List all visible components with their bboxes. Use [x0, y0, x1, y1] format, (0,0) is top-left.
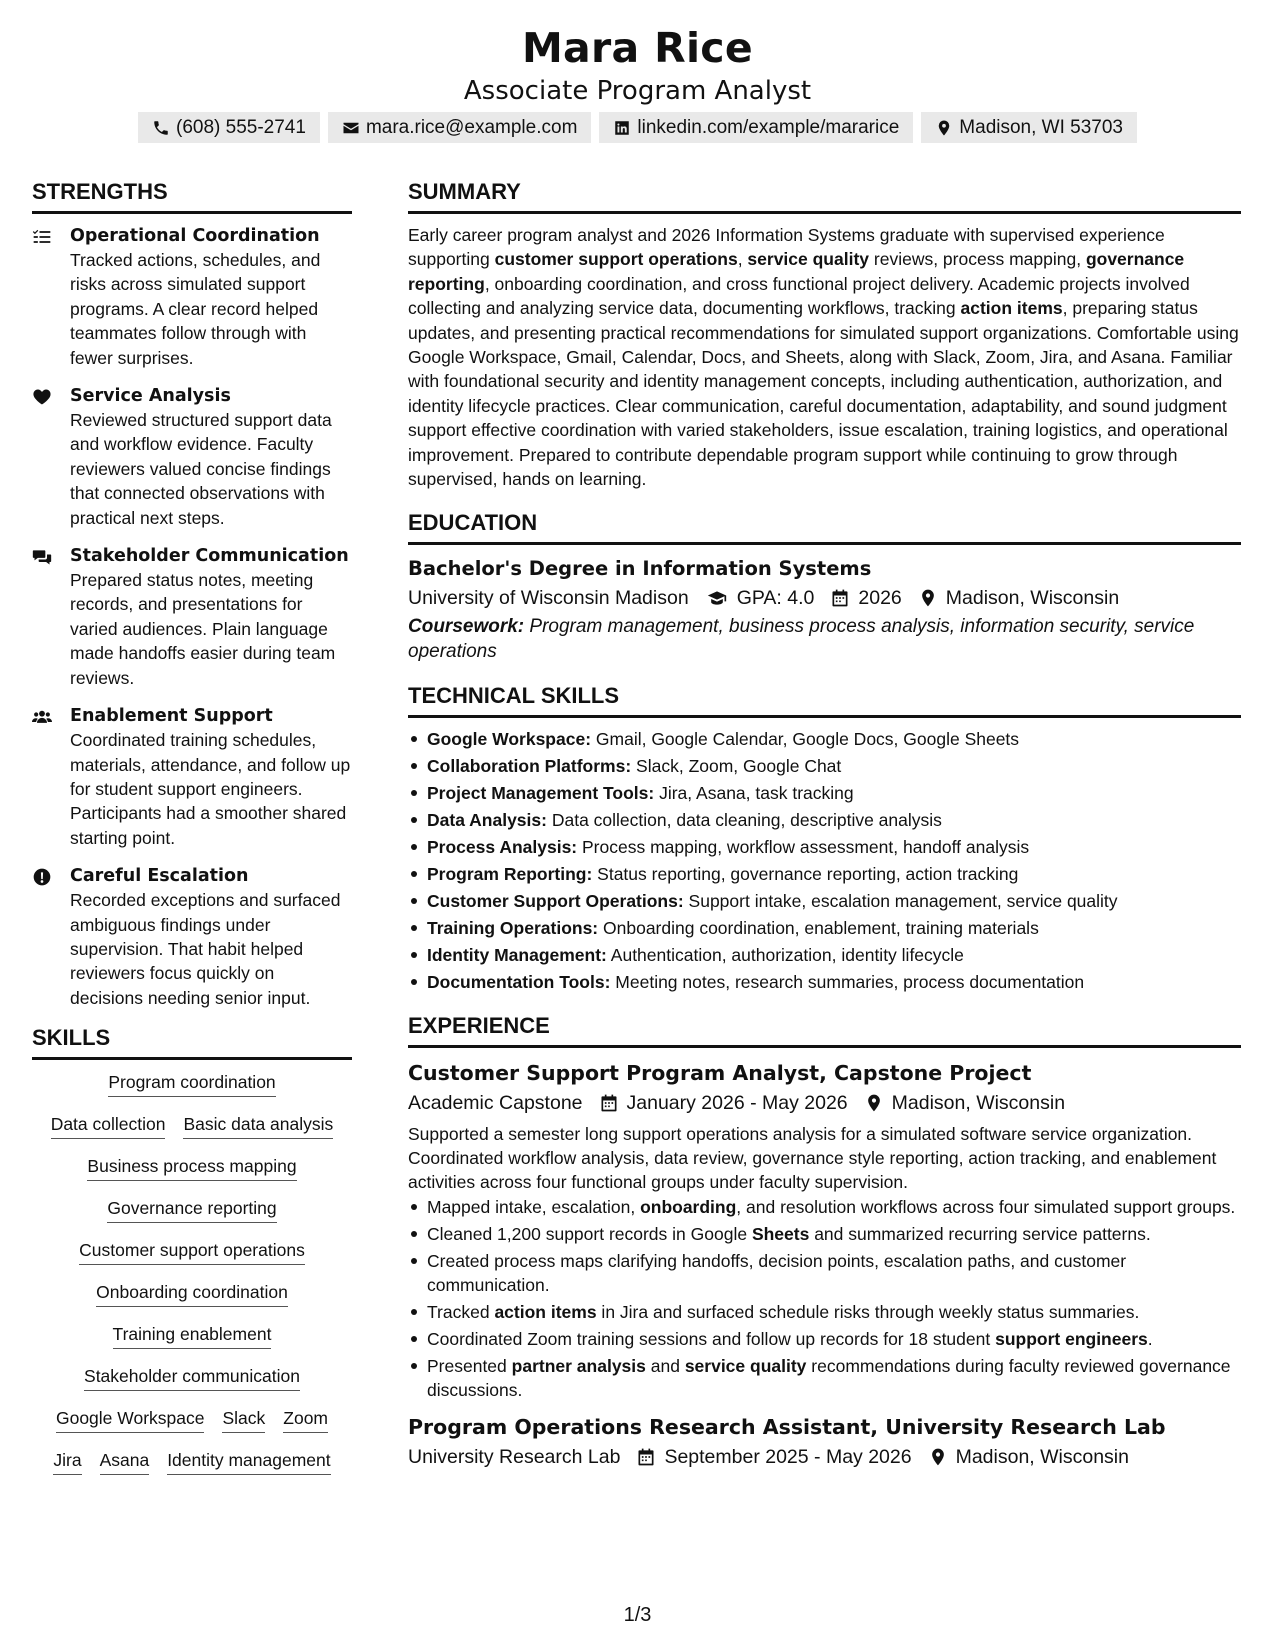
- skill-tag: Customer support operations: [79, 1238, 305, 1265]
- calendar-icon: [636, 1447, 656, 1467]
- list-item: [408, 726, 1241, 753]
- strength-item: [32, 704, 352, 850]
- text-segment: , onboarding coordination, and cross functional project delivery. Academic projects involved collecting and analyzing service data, documenting workflows, tracking: [408, 273, 1190, 319]
- strength-item: [32, 544, 352, 690]
- tech-skill-value: Meeting notes, research summaries, process documentation: [610, 971, 1085, 992]
- job-meta: [408, 1088, 1241, 1118]
- emphasis-text: action items: [960, 298, 1063, 319]
- emphasis-text: support engineers: [995, 1328, 1148, 1349]
- phone-icon: [152, 119, 170, 137]
- contact-linkedin-text: linkedin.com/example/mararice: [637, 116, 900, 138]
- job-bullets: [408, 1195, 1241, 1403]
- emphasis-text: customer support operations: [494, 249, 738, 270]
- list-item: [408, 1222, 1241, 1246]
- text-segment: .: [1147, 1328, 1153, 1349]
- text-segment: Cleaned 1,200 support records in Google: [427, 1223, 752, 1244]
- tech-skill-label: Collaboration Platforms:: [427, 756, 632, 777]
- location-pin-icon: [918, 588, 938, 608]
- tech-skill-value: Slack, Zoom, Google Chat: [631, 756, 842, 777]
- skill-tag: Basic data analysis: [183, 1112, 333, 1139]
- job-org: Academic Capstone: [408, 1091, 583, 1114]
- text-segment: Presented: [427, 1355, 512, 1376]
- education-location: Madison, Wisconsin: [945, 587, 1120, 610]
- school-name: University of Wisconsin Madison: [408, 587, 689, 610]
- list-item: [408, 1327, 1241, 1351]
- job-location: Madison, Wisconsin: [891, 1091, 1066, 1114]
- resume-header: [0, 22, 1275, 108]
- contact-email[interactable]: [328, 112, 591, 143]
- tech-skill-value: Status reporting, governance reporting, action tracking: [592, 864, 1019, 884]
- skill-tag: Governance reporting: [107, 1196, 276, 1223]
- left-column: [32, 178, 352, 1490]
- job-description: Supported a semester long support operations analysis for a simulated software service organization. Coordinated workflow analysis, data review, governance style reporting, action tracking, and enablement activities across four functional groups under faculty supervision.: [408, 1123, 1217, 1193]
- list-item: [408, 807, 1241, 834]
- strength-description: Recorded exceptions and surfaced ambiguous findings under supervision. That habit helped reviewers focus quickly on decisions needing senior input.: [70, 890, 341, 1008]
- tech-skill-label: Documentation Tools:: [427, 971, 611, 992]
- technical-skills-heading: TECHNICAL SKILLS: [408, 682, 1241, 718]
- exclamation-circle-icon: [32, 867, 52, 887]
- emphasis-text: service quality: [684, 1355, 807, 1376]
- list-item: [408, 942, 1241, 969]
- tech-skill-label: Program Reporting:: [427, 864, 593, 884]
- strength-title: Service Analysis: [70, 386, 231, 407]
- text-segment: Mapped intake, escalation,: [427, 1196, 641, 1217]
- tech-skill-label: Project Management Tools:: [427, 783, 655, 804]
- education-meta: [408, 583, 1241, 613]
- emphasis-text: action items: [494, 1301, 597, 1322]
- calendar-icon: [599, 1093, 619, 1113]
- list-item: [408, 1300, 1241, 1324]
- text-segment: Created process maps clarifying handoffs, decision points, escalation paths, and customer communication.: [427, 1250, 1127, 1295]
- linkedin-icon: [613, 119, 631, 137]
- strengths-heading: STRENGTHS: [32, 178, 352, 214]
- list-item: [408, 1249, 1241, 1298]
- skill-tag: Program coordination: [108, 1070, 275, 1097]
- skills-heading: SKILLS: [32, 1024, 352, 1060]
- tech-skill-label: Google Workspace:: [427, 729, 592, 750]
- list-item: [408, 780, 1241, 807]
- location-pin-icon: [928, 1447, 948, 1467]
- skill-tag: Asana: [100, 1448, 150, 1475]
- strength-description: Prepared status notes, meeting records, and presentations for varied audiences. Plain language made handoffs easier during team reviews.: [70, 570, 336, 688]
- skill-tag: Jira: [53, 1448, 81, 1475]
- heart-icon: [32, 387, 52, 407]
- job-dates: September 2025 - May 2026: [664, 1445, 912, 1468]
- strength-title: Operational Coordination: [70, 226, 320, 246]
- coursework-label: Coursework:: [408, 616, 525, 638]
- text-segment: reviews, process mapping,: [869, 249, 1086, 270]
- comments-icon: [32, 547, 52, 567]
- coursework: [408, 615, 1241, 664]
- users-icon: [32, 707, 52, 727]
- job-org: University Research Lab: [408, 1445, 621, 1468]
- job-meta: [408, 1442, 1241, 1472]
- list-item: [408, 753, 1241, 780]
- contact-location-text: Madison, WI 53703: [959, 116, 1123, 138]
- strength-title: Careful Escalation: [70, 866, 249, 887]
- tech-skill-label: Customer Support Operations:: [427, 890, 684, 911]
- text-segment: , and resolution workflows across four simulated support groups.: [736, 1196, 1236, 1217]
- graduation-year: 2026: [858, 587, 902, 610]
- text-segment: Tracked: [427, 1301, 495, 1322]
- location-pin-icon: [864, 1093, 884, 1113]
- strength-item: [32, 384, 352, 530]
- candidate-title: Associate Program Analyst: [463, 76, 812, 106]
- emphasis-text: service quality: [747, 249, 870, 270]
- tech-skill-value: Onboarding coordination, enablement, training materials: [598, 917, 1039, 938]
- job-title: Customer Support Program Analyst, Capstone Project: [408, 1060, 1032, 1085]
- tech-skill-value: Authentication, authorization, identity lifecycle: [606, 944, 964, 965]
- emphasis-text: Sheets: [751, 1223, 810, 1244]
- strength-item: [32, 864, 352, 1010]
- emphasis-text: partner analysis: [511, 1355, 646, 1376]
- contact-bar: [0, 112, 1275, 143]
- coursework-text: Program management, business process analysis, information security, service operations: [408, 616, 1195, 662]
- tech-skill-label: Data Analysis:: [427, 810, 547, 831]
- experience-heading: EXPERIENCE: [408, 1012, 1241, 1048]
- page-number: 1/3: [623, 1604, 652, 1626]
- strength-description: Coordinated training schedules, materials, attendance, and follow up for student support engineers. Participants had a smoother shared starting point.: [70, 730, 351, 848]
- degree-title: Bachelor's Degree in Information Systems: [408, 557, 872, 581]
- job-location: Madison, Wisconsin: [955, 1445, 1129, 1468]
- tech-skill-label: Identity Management:: [427, 944, 607, 965]
- tech-skill-value: Gmail, Google Calendar, Google Docs, Google Sheets: [591, 729, 1020, 750]
- tech-skill-label: Training Operations:: [427, 917, 599, 938]
- list-item: [408, 1354, 1241, 1403]
- tech-skill-value: Process mapping, workflow assessment, handoff analysis: [577, 837, 1030, 858]
- text-segment: Coordinated Zoom training sessions and follow up records for 18 student: [427, 1328, 996, 1349]
- text-segment: in Jira and surfaced schedule risks through weekly status summaries.: [596, 1301, 1140, 1322]
- tech-skill-value: Data collection, data cleaning, descriptive analysis: [546, 810, 942, 831]
- text-segment: ,: [737, 249, 748, 270]
- contact-email-text: mara.rice@example.com: [365, 116, 578, 138]
- tech-skill-value: Jira, Asana, task tracking: [654, 783, 854, 804]
- skill-tag: Identity management: [167, 1448, 330, 1475]
- list-item: [408, 969, 1241, 996]
- text-segment: and summarized recurring service patterns.: [809, 1223, 1151, 1244]
- strength-description: Reviewed structured support data and workflow evidence. Faculty reviewers valued concise findings that connected observations with practical next steps.: [70, 410, 332, 528]
- skill-tag: Slack: [222, 1406, 265, 1433]
- contact-phone-text: (608) 555-2741: [176, 116, 306, 138]
- right-column: [408, 178, 1241, 1472]
- location-pin-icon: [935, 119, 953, 137]
- text-segment: Early career program analyst and 2026 Information Systems graduate with supervised experience supporting: [408, 225, 1165, 270]
- task-list-icon: [32, 227, 52, 247]
- job-dates: January 2026 - May 2026: [626, 1091, 848, 1114]
- skill-tag: Data collection: [51, 1112, 166, 1139]
- text-segment: and: [645, 1355, 685, 1376]
- graduation-cap-icon: [705, 588, 729, 608]
- emphasis-text: onboarding: [640, 1196, 737, 1217]
- skill-tag: Google Workspace: [56, 1406, 205, 1433]
- skill-tag: Business process mapping: [87, 1154, 296, 1181]
- summary-heading: SUMMARY: [408, 178, 1241, 214]
- calendar-icon: [830, 588, 850, 608]
- tech-skill-label: Process Analysis:: [427, 837, 578, 858]
- list-item: [408, 915, 1241, 942]
- text-segment: , preparing status updates, and presenting practical recommendations for simulated support organizations. Comfortable using Google Workspace, Gmail, Calendar, Docs, and Sheets, along with Slack, Zoom, Jira, and Asana. Familiar with foundational security and identity management concepts, including authentication, authorization, and identity lifecycle practices. Clear communication, careful documentation, adaptability, and sound judgment support effective coordination with varied stakeholders, issue escalation, training logistics, and operational improvement. Prepared to contribute dependable program support while continuing to grow through supervised, hands on learning.: [408, 298, 1239, 490]
- education-heading: EDUCATION: [408, 509, 1241, 545]
- job-title: Program Operations Research Assistant, University Research Lab: [408, 1414, 1166, 1439]
- envelope-icon: [342, 119, 360, 137]
- gpa: GPA: 4.0: [736, 587, 815, 610]
- skill-tag: Zoom: [283, 1406, 328, 1433]
- contact-linkedin[interactable]: [599, 112, 913, 143]
- list-item: [408, 888, 1241, 915]
- skill-tag: Stakeholder communication: [84, 1364, 300, 1391]
- contact-location: [921, 112, 1137, 143]
- list-item: [408, 861, 1241, 888]
- strength-item: [32, 224, 352, 370]
- skill-tag: Training enablement: [113, 1322, 272, 1349]
- skills-list: [32, 1070, 352, 1475]
- candidate-name: Mara Rice: [521, 24, 754, 72]
- strength-title: Enablement Support: [70, 706, 273, 727]
- technical-skills-list: [408, 726, 1241, 995]
- text-segment: recommendations during faculty reviewed governance discussions.: [427, 1355, 1231, 1401]
- tech-skill-value: Support intake, escalation management, service quality: [683, 890, 1118, 911]
- emphasis-text: governance reporting: [408, 249, 1185, 294]
- list-item: [408, 1195, 1241, 1219]
- contact-phone: [138, 112, 320, 143]
- strength-description: Tracked actions, schedules, and risks across simulated support programs. A clear record helped teammates follow through with fewer surprises.: [70, 250, 321, 368]
- list-item: [408, 834, 1241, 861]
- summary-text: [408, 223, 1241, 491]
- strength-title: Stakeholder Communication: [70, 546, 349, 567]
- skill-tag: Onboarding coordination: [96, 1280, 288, 1307]
